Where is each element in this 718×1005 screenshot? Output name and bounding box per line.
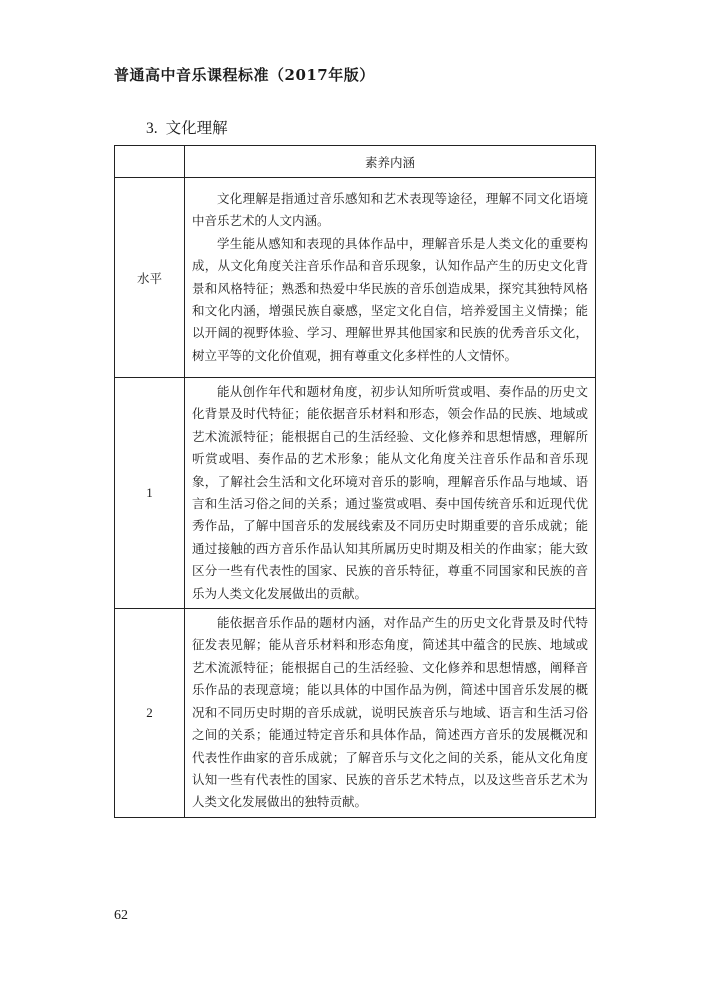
intro-paragraph: 文化理解是指通过音乐感知和艺术表现等途径，理解不同文化语境中音乐艺术的人文内涵。 [192, 190, 588, 229]
table-header-row [115, 146, 596, 178]
level-number-cell: 2 [115, 609, 185, 818]
page-number: 62 [114, 908, 128, 923]
table-row-intro [115, 178, 596, 378]
level-header-cell [115, 146, 185, 178]
section-title [146, 116, 228, 138]
level-number-cell: 1 [115, 378, 185, 609]
level-description: 能依据音乐作品的题材内涵，对作品产生的历史文化背景及时代特征发表见解；能从音乐材料和形态角度，简述其中蕴含的民族、地域或艺术流派特征；能根据自己的生活经验、文化修养和思想情感，阐释音乐作品的表现意境；能以具体的中国作品为例，简述中国音乐发展的概况和不同历史时期的音乐成就，说明民族音乐与地域、语言和生活习俗之间的关系；能通过特定音乐和具体作品，简述西方音乐的发展概况和代表性作曲家的音乐成就；了解音乐与文化之间的关系，能从文化角度认知一些有代表性的国家、民族的音乐艺术特点，以及这些音乐艺术为人类文化发展做出的独特贡献。 [192, 615, 588, 810]
content-header-cell: 素养内涵 [185, 146, 596, 178]
level-description: 能从创作年代和题材角度，初步认知所听赏或唱、奏作品的历史文化背景及时代特征；能依据音乐材料和形态，领会作品的民族、地域或艺术流派特征；能根据自己的生活经验、文化修养和思想情感，理解所听赏或唱、奏作品的艺术形象；能从文化角度关注音乐作品和音乐现象，了解社会生活和文化环境对音乐的影响，理解音乐作品与地域、语言和生活习俗之间的关系；通过鉴赏或唱、奏中国传统音乐和近现代优秀作品，了解中国音乐的发展线索及不同历史时期重要的音乐成就；能通过接触的西方音乐作品认知其所属历史时期及相关的作曲家；能大致区分一些有代表性的国家、民族的音乐特征，尊重不同国家和民族的音乐为人类文化发展做出的贡献。 [192, 384, 588, 601]
content-cell-intro [185, 178, 596, 378]
section-number: 3. [146, 120, 158, 137]
running-header: 普通高中音乐课程标准（2017年版） [114, 66, 375, 84]
intro-paragraph: 学生能从感知和表现的具体作品中，理解音乐是人类文化的重要构成，从文化角度关注音乐作品和音乐现象，认知作品产生的历史文化背景和风格特征；熟悉和热爱中华民族的音乐创造成果，探究其独特风格和文化内涵，增强民族自豪感，坚定文化自信，培养爱国主义情操；能以开阔的视野体验、学习、理解世界其他国家和民族的优秀音乐文化，树立平等的文化价值观，拥有尊重文化多样性的人文情怀。 [192, 235, 588, 363]
table-row-level-2 [115, 609, 596, 818]
content-cell-level-1 [185, 378, 596, 609]
content-cell-level-2 [185, 609, 596, 818]
literacy-level-table [114, 145, 596, 818]
level-label-cell: 水平 [115, 178, 185, 378]
table-row-level-1 [115, 378, 596, 609]
section-title-text: 文化理解 [165, 119, 228, 137]
